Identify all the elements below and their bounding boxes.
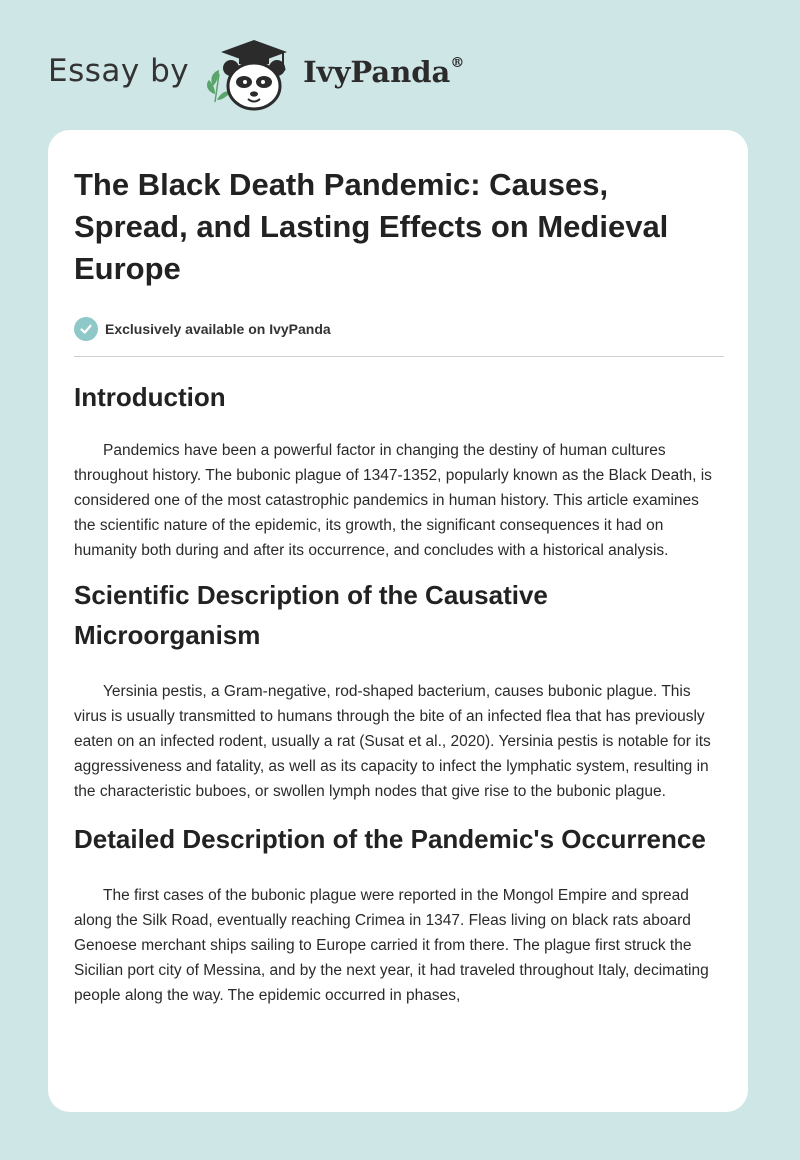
section-body-pandemic-occurrence: The first cases of the bubonic plague were reported in the Mongol Empire and spread along the Silk Road, eventually reaching Crimea in 1347. Fleas living on black rats aboard Genoese merchant ships sailing to Europe carried it from there. The plague first struck the Sicilian port city of Messina, and by the next year, it had traveled throughout Italy, decimating people along the way. The epidemic occurred in phases, <box>74 887 709 1004</box>
section-body-introduction: Pandemics have been a powerful factor in changing the destiny of human cultures throughout history. The bubonic plague of 1347-1352, popularly known as the Black Death, is considered one of the most catastrophic pandemics in human history. This article examines the scientific nature of the epidemic, its growth, the significant consequences it had on humanity both during and after its occurrence, and concludes with a historical analysis. <box>74 442 712 559</box>
exclusive-badge <box>74 316 724 342</box>
check-circle-icon <box>74 317 98 341</box>
section-heading-introduction: Introduction <box>74 382 226 412</box>
exclusive-label: Exclusively available on IvyPanda <box>105 321 331 337</box>
section-heading-pandemic-occurrence: Detailed Description of the Pandemic's Occurrence <box>74 824 706 854</box>
essay-card <box>48 130 748 1112</box>
panda-graduate-logo-icon <box>203 34 299 114</box>
divider <box>74 356 724 357</box>
brand-prefix: Essay by <box>48 53 190 89</box>
brand-header <box>48 34 464 114</box>
section-body-scientific-description: Yersinia pestis, a Gram-negative, rod-shaped bacterium, causes bubonic plague. This virus is usually transmitted to humans through the bite of an infected flea that has previously eaten on an infected rodent, usually a rat (Susat et al., 2020). Yersinia pestis is notable for its aggressiveness and fatality, as well as its capacity to infect the lymphatic system, resulting in the characteristic buboes, or swollen lymph nodes that give rise to the bubonic plague. <box>74 683 711 800</box>
section-heading-scientific-description: Scientific Description of the Causative Microorganism <box>74 580 548 650</box>
page-title: The Black Death Pandemic: Causes, Spread, and Lasting Effects on Medieval Europe <box>74 167 669 286</box>
essay-content <box>74 164 724 1008</box>
registered-mark: ® <box>450 55 465 71</box>
brand-name: IvyPanda® <box>303 55 465 89</box>
